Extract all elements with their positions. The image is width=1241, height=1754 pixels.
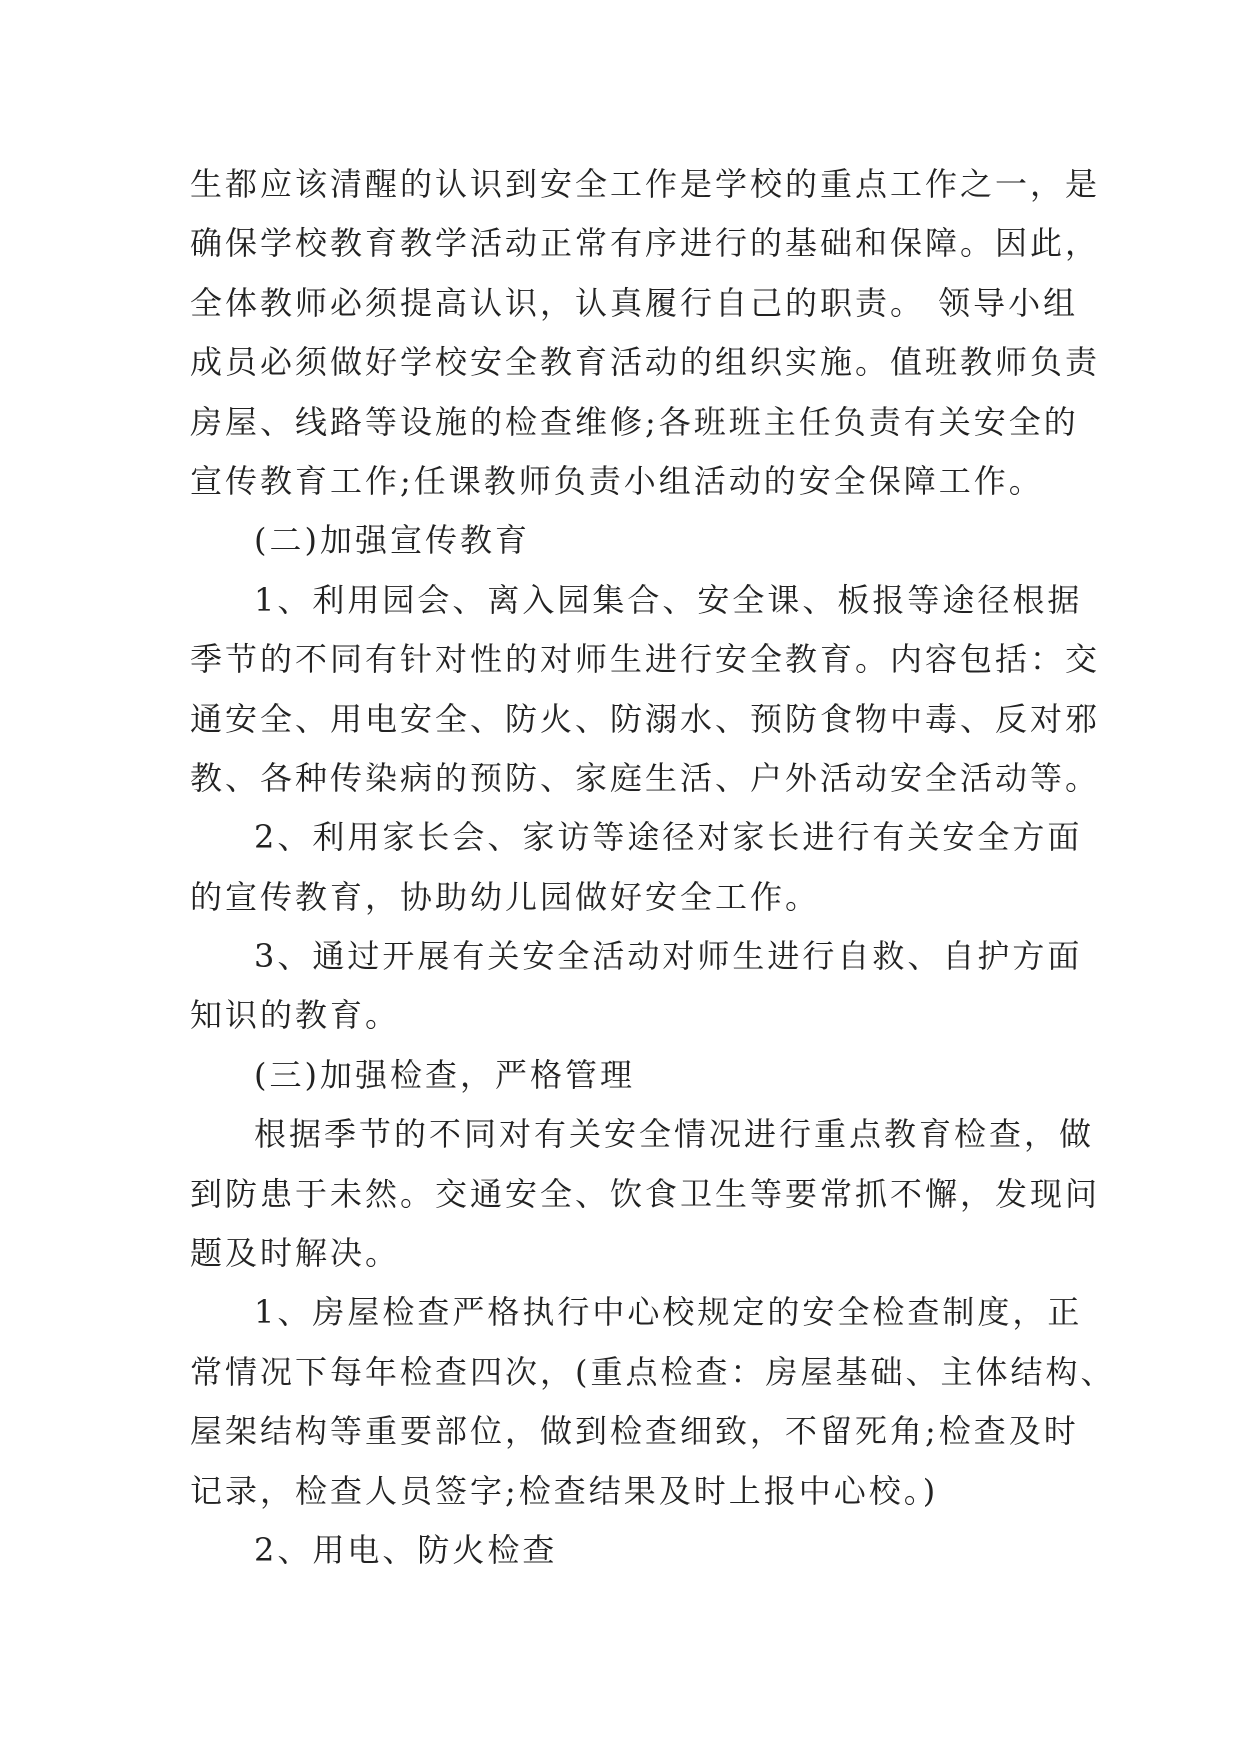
text-line: 题及时解决。 <box>190 1234 401 1273</box>
text-line: 屋架结构等重要部位，做到检查细致，不留死角;检查及时 <box>190 1412 1079 1451</box>
text-line: 1、房屋检查严格执行中心校规定的安全检查制度，正 <box>254 1293 1083 1332</box>
text-line: 房屋、线路等设施的检查维修;各班班主任负责有关安全的 <box>190 402 1079 441</box>
text-line: 2、利用家长会、家访等途径对家长进行有关安全方面 <box>254 818 1083 857</box>
text-line: 1、利用园会、离入园集合、安全课、板报等途径根据 <box>254 580 1083 619</box>
text-line: 通安全、用电安全、防火、防溺水、预防食物中毒、反对邪 <box>190 699 1101 738</box>
text-line: 全体教师必须提高认识，认真履行自己的职责。 领导小组 <box>190 283 1079 322</box>
text-line: 根据季节的不同对有关安全情况进行重点教育检查，做 <box>254 1115 1095 1154</box>
text-line: 的宣传教育，协助幼儿园做好安全工作。 <box>190 877 821 916</box>
text-line: 确保学校教育教学活动正常有序进行的基础和保障。因此， <box>190 224 1101 263</box>
text-line: 记录，检查人员签字;检查结果及时上报中心校。) <box>190 1471 939 1510</box>
text-line: 成员必须做好学校安全教育活动的组织实施。值班教师负责 <box>190 343 1101 382</box>
text-line: 季节的不同有针对性的对师生进行安全教育。内容包括：交 <box>190 640 1101 679</box>
section-heading: (三)加强检查，严格管理 <box>254 1055 635 1094</box>
text-line: 宣传教育工作;任课教师负责小组活动的安全保障工作。 <box>190 461 1044 500</box>
section-heading: (二)加强宣传教育 <box>254 521 530 560</box>
text-line: 生都应该清醒的认识到安全工作是学校的重点工作之一，是 <box>190 165 1101 203</box>
text-line: 常情况下每年检查四次，(重点检查：房屋基础、主体结构、 <box>190 1352 1116 1391</box>
text-line: 教、各种传染病的预防、家庭生活、户外活动安全活动等。 <box>190 758 1101 797</box>
text-line: 到防患于未然。交通安全、饮食卫生等要常抓不懈，发现问 <box>190 1174 1101 1213</box>
text-line: 2、用电、防火检查 <box>254 1530 558 1569</box>
text-line: 3、通过开展有关安全活动对师生进行自救、自护方面 <box>254 937 1083 976</box>
document-body <box>190 155 1116 1580</box>
text-line: 知识的教育。 <box>190 996 401 1035</box>
